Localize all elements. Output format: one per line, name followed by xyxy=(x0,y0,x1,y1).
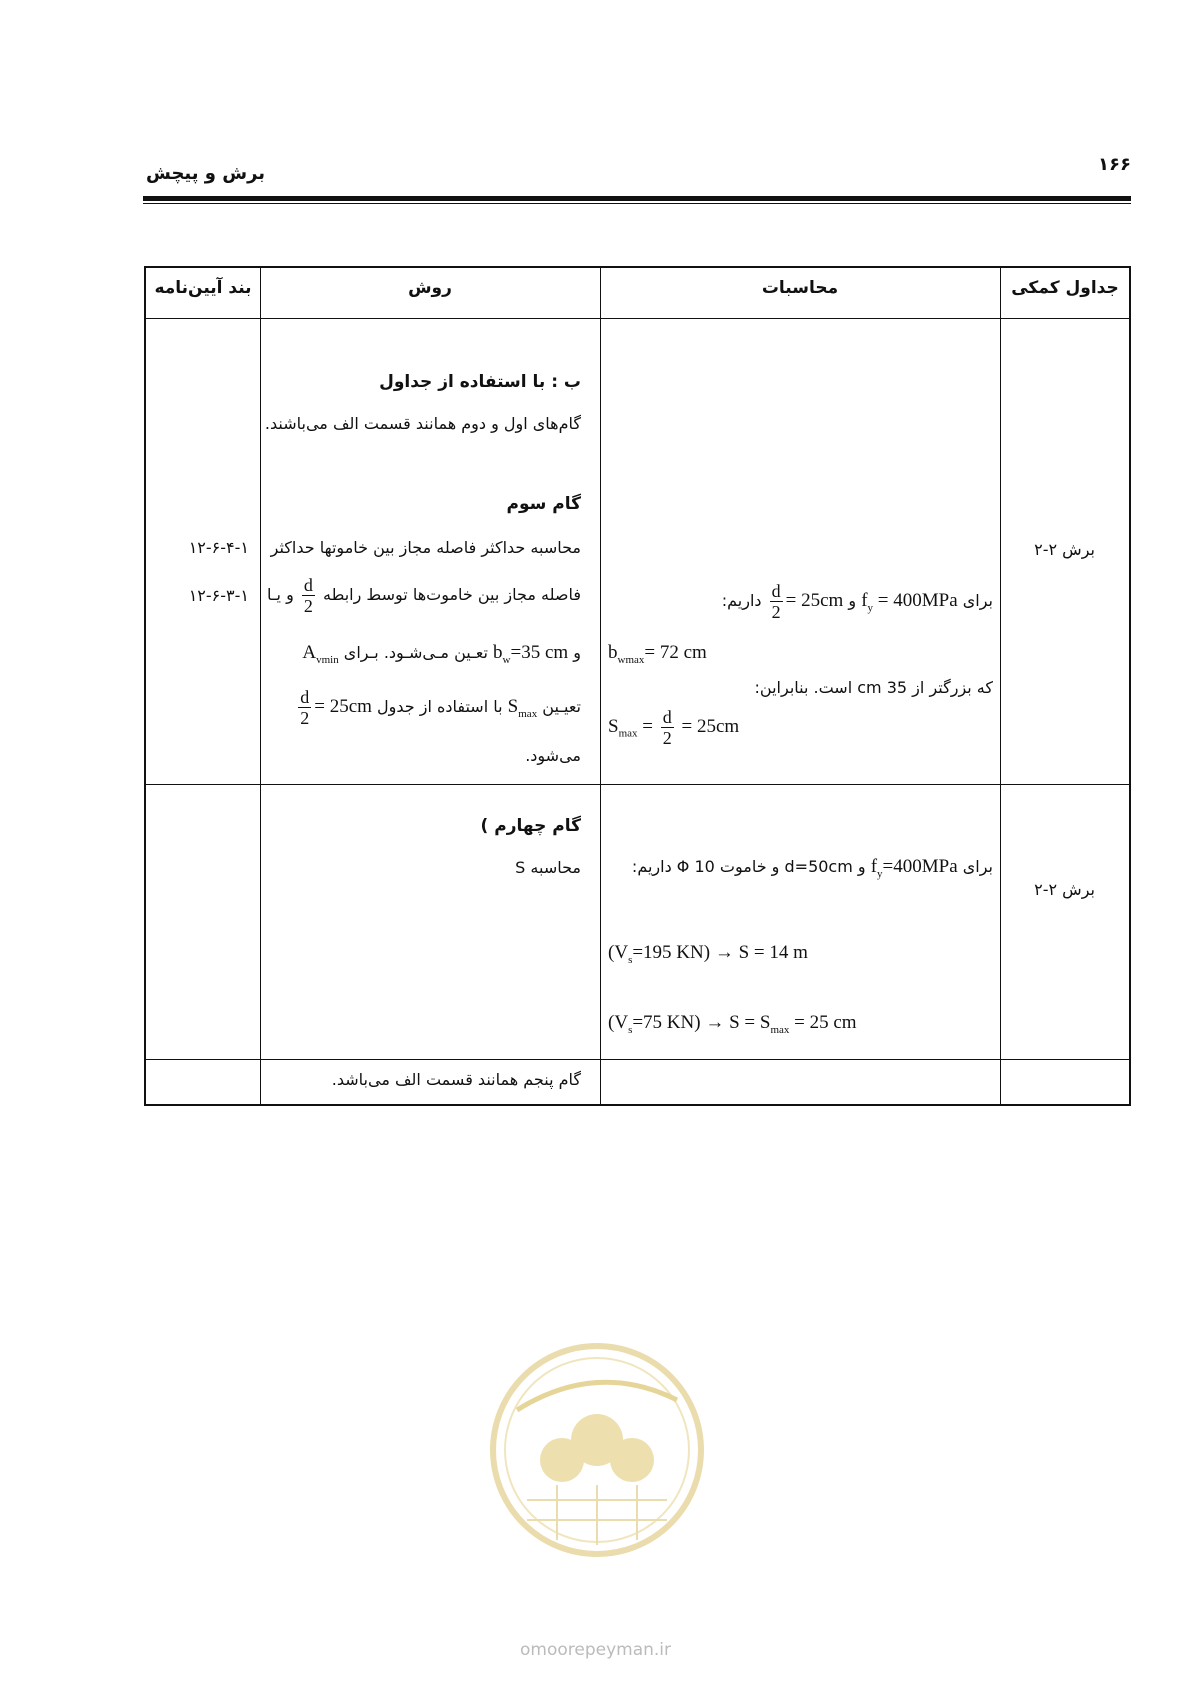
clause-1: ۱۲-۶-۴-۱ xyxy=(188,538,249,557)
calc1-smax: $S_{max}$ = $\frac{d}{2}$ = 25cm xyxy=(608,707,740,748)
bw-value: $b_w=35$ cm xyxy=(493,642,569,666)
calc1-line3: که بزرگتر از 35 cm است. بنابراین: xyxy=(754,678,993,697)
step3-line5: می‌شود. xyxy=(525,746,581,765)
col-divider-3 xyxy=(1000,268,1001,1104)
calc2-line1: برای $f_y=400MPa$ و d=50cm و خاموت Φ 10 داریم: xyxy=(631,856,993,880)
method-heading: ب : با استفاده از جداول xyxy=(379,372,581,392)
step3-title: گام سوم xyxy=(506,494,581,514)
website-watermark: omoorepeyman.ir xyxy=(519,1640,672,1660)
smax-symbol: $S_{max}$ xyxy=(507,695,538,720)
step3-line2: فاصله مجاز بین خاموت‌ها توسط رابطه $\frac{d}{2}$ و یـا xyxy=(266,575,581,616)
row2-border xyxy=(146,1059,1129,1060)
steps-table xyxy=(144,266,1131,1106)
aux-table-ref-1: برش ۲-۲ xyxy=(1034,540,1095,559)
step4-calc-s: محاسبه S xyxy=(515,858,581,877)
step5-text: گام پنجم همانند قسمت الف می‌باشد. xyxy=(331,1070,581,1089)
col-divider-2 xyxy=(600,268,601,1104)
header-method: روش xyxy=(408,278,452,298)
header-clause: بند آیین‌نامه xyxy=(154,278,252,298)
header-row-border xyxy=(146,318,1129,319)
header-calculations: محاسبات xyxy=(761,278,839,298)
d-over-2-value: $\frac{d}{2}$ = 25cm xyxy=(300,687,372,728)
calc1-bwmax: $b_{wmax}= 72$ cm xyxy=(608,642,707,666)
clause-2: ۱۲-۶-۳-۱ xyxy=(188,586,249,605)
calc2-vs195: ($V_s=195$ KN) → S = 14 m xyxy=(608,942,808,966)
row1-border xyxy=(146,784,1129,785)
step3-line1: محاسبه حداکثر فاصله مجاز بین خاموتها حداکثر xyxy=(270,538,581,557)
header-aux-tables: جداول کمکی xyxy=(1011,278,1119,298)
running-title: برش و پیچش xyxy=(146,163,266,184)
aux-table-ref-2: برش ۲-۲ xyxy=(1034,880,1095,899)
watermark-seal-icon xyxy=(487,1340,707,1560)
header-rule-thin xyxy=(143,203,1131,204)
step4-title: گام چهارم ) xyxy=(480,816,581,836)
method-intro: گام‌های اول و دوم همانند قسمت الف می‌باشند. xyxy=(264,414,581,433)
calc2-vs75: ($V_s=75$ $KN) \to S = S_{max} = 25$ cm xyxy=(608,1012,857,1036)
header-rule xyxy=(143,196,1131,201)
col-divider-1 xyxy=(260,268,261,1104)
fraction-d-over-2: $\frac{d}{2}$ xyxy=(303,575,313,616)
step3-line4: $\frac{d}{2}$ = 25cm با استفاده از جدول $S_{max}$ تعیـین xyxy=(295,688,581,727)
step3-line3: $A_{vmin}$ تعـین مـی‌شـود. بـرای $b_w=35$ cm و xyxy=(302,642,581,666)
avmin-symbol: $A_{vmin}$ xyxy=(302,642,339,666)
page-number: ۱۶۶ xyxy=(1098,154,1131,175)
calc1-line1: برای $f_y = 400MPa$ و $\frac{d}{2}$ = 25cm داریم: xyxy=(721,581,993,622)
